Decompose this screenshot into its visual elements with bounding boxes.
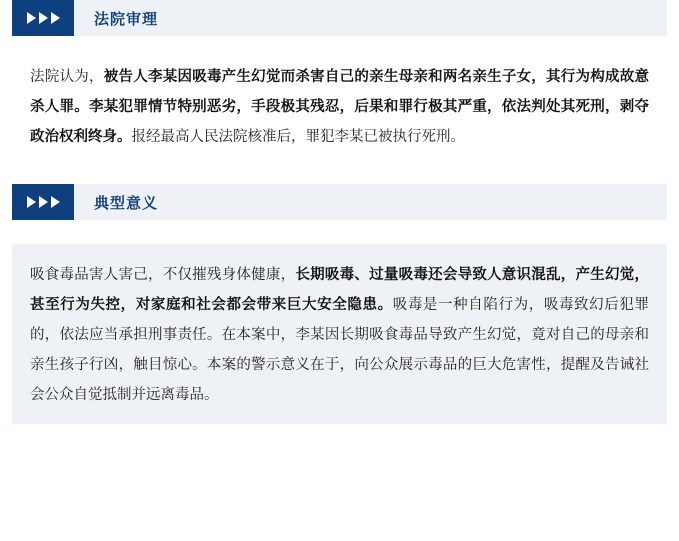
text-run: 法院认为， <box>30 69 104 85</box>
triangle-right-icon <box>39 196 48 208</box>
section-header-typical-significance <box>12 184 667 220</box>
section-header-court-trial <box>12 0 667 36</box>
triangle-right-icon-group <box>12 0 74 36</box>
section-body-typical-significance <box>12 244 667 424</box>
section-title-bar <box>74 0 667 36</box>
text-run: 吸毒是一种自陷行为，吸毒致幻后犯罪的，依法应当承担刑事责任。在本案中，李某因长期吸食毒品导致产生幻觉，竟对自己的母亲和亲生孩子行凶，触目惊心。本案的警示意义在于，向公众展示毒品的巨大危害性，提醒及告诫社会公众自觉抵制并远离毒品。 <box>30 297 650 403</box>
triangle-right-icon <box>51 12 60 24</box>
triangle-right-icon <box>39 12 48 24</box>
text-run: 报经最高人民法院核准后，罪犯李某已被执行死刑。 <box>131 129 465 145</box>
section-spacer <box>0 166 679 184</box>
triangle-right-icon <box>27 196 36 208</box>
paragraph-court-trial <box>30 62 649 152</box>
section-title-bar <box>74 184 667 220</box>
paragraph-typical-significance <box>30 260 649 410</box>
section-spacer <box>0 220 679 230</box>
triangle-right-icon <box>27 12 36 24</box>
triangle-right-icon-group <box>12 184 74 220</box>
section-title-court-trial: 法院审理 <box>94 10 159 28</box>
triangle-right-icon <box>51 196 60 208</box>
text-run: 吸食毒品害人害己，不仅摧残身体健康， <box>30 267 296 283</box>
section-title-typical-significance: 典型意义 <box>94 194 159 212</box>
section-body-court-trial <box>12 50 667 166</box>
text-run-bold: 被告人李某因吸毒产生幻觉而杀害自己的亲生母亲和两名亲生子女，其行为构成故意杀人罪。李某犯罪情节特别恶劣，手段极其残忍，后果和罪行极其严重，依法判处其死刑，剥夺政治权利终身。 <box>30 69 650 145</box>
text-run-bold: 长期吸毒、过量吸毒还会导致人意识混乱，产生幻觉，甚至行为失控，对家庭和社会都会带来巨大安全隐患。 <box>30 267 649 313</box>
